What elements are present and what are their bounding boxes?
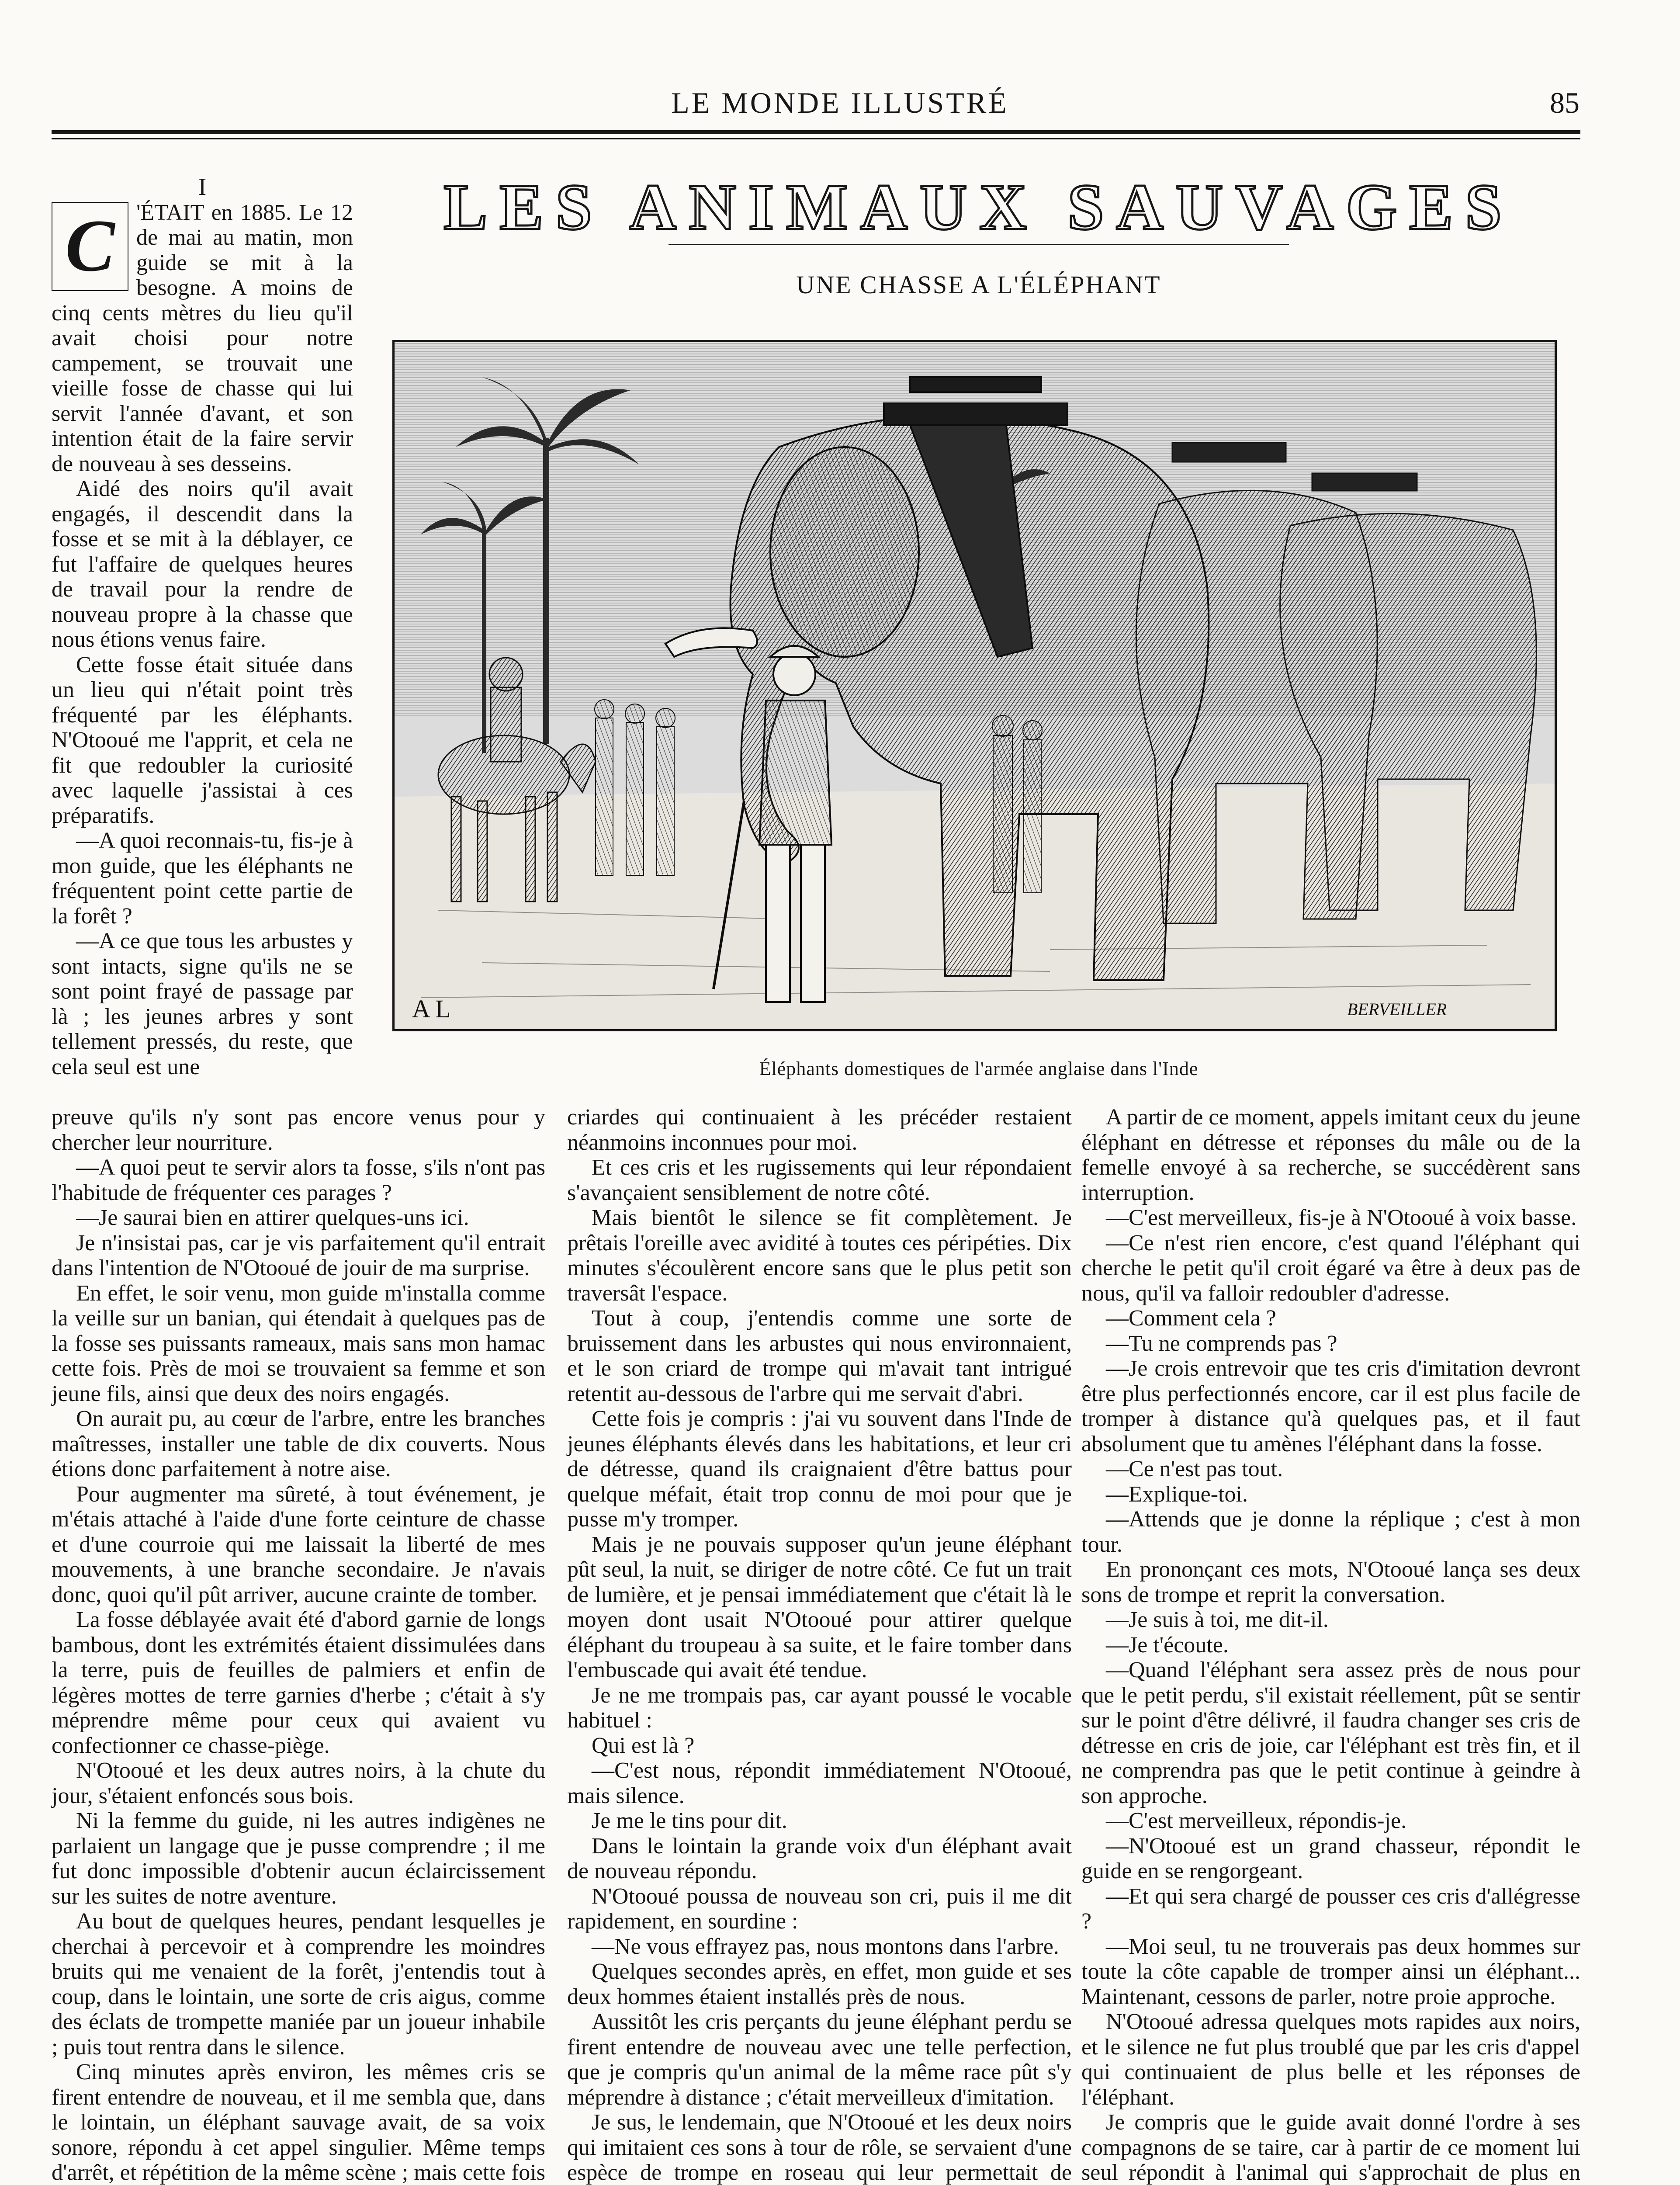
paragraph: Je compris que le guide avait donné l'ordre à ses compagnons de se taire, car à partir de ce moment lui seul répondit à l'animal qui s'approchait de plus en xyxy=(1081,2110,1580,2185)
paragraph: —Moi seul, tu ne trouverais pas deux hommes sur toute la côte capable de tromper ainsi un éléphant... Maintenant, cessons de parler, notre proie approche. xyxy=(1081,1934,1580,2009)
paragraph: Aidé des noirs qu'il avait engagés, il descendit dans la fosse et se mit à la déblayer, ce fut l'affaire de quelques heures de travail pour la rendre de nouveau propre à la chasse que nous étions venus faire. xyxy=(52,476,353,652)
paragraph: —Tu ne comprends pas ? xyxy=(1106,1331,1337,1356)
page-number: 85 xyxy=(1550,86,1580,119)
paragraph: —Je saurai bien en attirer quelques-uns ici. xyxy=(76,1205,469,1230)
paragraph: preuve qu'ils n'y sont pas encore venus pour y chercher leur nourriture. xyxy=(52,1105,545,1155)
paragraph: —C'est merveilleux, fis-je à N'Otooué à voix basse. xyxy=(1106,1205,1577,1230)
paragraph: Cette fosse était située dans un lieu qui n'était point très fréquenté par les éléphants. N'Otooué me l'apprit, et cela ne fit que redoubler la curiosité avec laquelle j'assistai à ces préparatifs. xyxy=(52,652,353,828)
column-2 xyxy=(567,1105,1072,2185)
paragraph: N'Otooué adressa quelques mots rapides aux noirs, et le silence ne fut plus troublé que par les cris d'appel qui continuaient de plus belle et les réponses de l'éléphant. xyxy=(1081,2009,1580,2110)
paragraph: N'Otooué poussa de nouveau son cri, puis il me dit rapidement, en sourdine : xyxy=(567,1883,1072,1934)
paragraph: —Attends que je donne la réplique ; c'est à mon tour. xyxy=(1081,1507,1580,1557)
paragraph: —Je crois entrevoir que tes cris d'imitation devront être plus perfectionnés encore, car il est plus facile de tromper à distance qu'à quelques pas, et il faut absolument que tu amènes l'éléphant dans la fosse. xyxy=(1081,1356,1580,1457)
header-rule-thick xyxy=(52,130,1580,134)
article-subtitle: UNE CHASSE A L'ÉLÉPHANT xyxy=(796,271,1161,299)
paragraph: A partir de ce moment, appels imitant ceux du jeune éléphant en détresse et réponses du mâle ou de la femelle envoyé à sa recherche, se succédèrent sans interruption. xyxy=(1081,1105,1580,1205)
column-1-upper xyxy=(52,175,353,1079)
paragraph: —Comment cela ? xyxy=(1106,1306,1276,1331)
engraving-illustration xyxy=(392,340,1557,1031)
paragraph: —C'est merveilleux, répondis-je. xyxy=(1106,1808,1407,1833)
paragraph: Pour augmenter ma sûreté, à tout événement, je m'étais attaché à l'aide d'une forte ceinture de chasse et d'une courroie qui me laissait la liberté de mes mouvements, à une branche secondaire. Je n'avais donc, quoi qu'il pût arriver, aucune crainte de tomber. xyxy=(52,1481,545,1607)
paragraph: —Explique-toi. xyxy=(1106,1481,1248,1507)
paragraph: criardes qui continuaient à les précéder restaient néanmoins inconnues pour moi. xyxy=(567,1105,1072,1155)
paragraph: —A ce que tous les arbustes y sont intacts, signe qu'ils ne se sont point frayé de passage par là ; les jeunes arbres y sont tellement pressés, du reste, que cela seul est une xyxy=(52,929,353,1079)
paragraph: Mais bientôt le silence se fit complètement. Je prêtais l'oreille avec avidité à toutes ces péripéties. Dix minutes s'écoulèrent encore sans que le plus petit son traversât l'espace. xyxy=(567,1205,1072,1306)
paragraph: 'ÉTAIT en 1885. Le 12 de mai au matin, mon guide se mit à la besogne. A moins de cinq cents mètres du lieu qu'il avait choisi pour notre campement, se trouvait une vieille fosse de chasse qui lui servit l'année d'avant, et son intention était de la faire servir de nouveau à ses desseins. xyxy=(52,200,353,476)
section-number: I xyxy=(198,173,207,201)
paragraph: Au bout de quelques heures, pendant lesquelles je cherchai à percevoir et à comprendre les moindres bruits qui me venaient de la forêt, j'entendis tout à coup, dans le lointain, une sorte de cris aigus, comme des éclats de trompette maniée par un joueur inhabile ; puis tout rentra dans le silence. xyxy=(52,1909,545,2060)
paragraph: Je sus, le lendemain, que N'Otooué et les deux noirs qui imitaient ces sons à tour de rôle, se servaient d'une espèce de trompe en roseau qui leur permettait de xyxy=(567,2110,1072,2185)
engraving-svg xyxy=(395,342,1555,1029)
paragraph: —Ce n'est rien encore, c'est quand l'éléphant qui cherche le petit qu'il croit égaré va être à deux pas de nous, qu'il va falloir redoubler d'adresse. xyxy=(1081,1230,1580,1306)
figure-caption: Éléphants domestiques de l'armée anglaise dans l'Inde xyxy=(759,1058,1199,1079)
paragraph: Dans le lointain la grande voix d'un éléphant avait de nouveau répondu. xyxy=(567,1833,1072,1883)
article-title: LES ANIMAUX SAUVAGES xyxy=(443,171,1514,243)
paragraph: Cette fois je compris : j'ai vu souvent dans l'Inde de jeunes éléphants élevés dans les habitations, et leur cri de détresse, quand ils craignaient d'être battus pour quelque méfait, était trop connu de moi pour que je pusse m'y tromper. xyxy=(567,1406,1072,1532)
paragraph: Je me le tins pour dit. xyxy=(592,1808,787,1833)
engraver-signature: BERVEILLER xyxy=(1347,999,1447,1019)
column-3 xyxy=(1081,1105,1580,2185)
paragraph: —Quand l'éléphant sera assez près de nous pour que le petit perdu, s'il existait réellement, pût se sentir sur le point d'être délivré, il faudra changer ses cris de détresse en cris de joie, car l'éléphant est très fin, et il ne comprendra pas que le petit continue à geindre à son approche. xyxy=(1081,1658,1580,1808)
paragraph: —N'Otooué est un grand chasseur, répondit le guide en se rengorgeant. xyxy=(1081,1833,1580,1883)
paragraph: —Je t'écoute. xyxy=(1106,1632,1229,1658)
paragraph: En effet, le soir venu, mon guide m'installa comme la veille sur un banian, qui étendait à quelques pas de la fosse ses puissants rameaux, mais sans mon hamac cette fois. Près de moi se trouvaient sa femme et son jeune fils, ainsi que deux des noirs engagés. xyxy=(52,1280,545,1406)
paragraph: —A quoi peut te servir alors ta fosse, s'ils n'ont pas l'habitude de fréquenter ces parages ? xyxy=(52,1155,545,1205)
paragraph: —C'est nous, répondit immédiatement N'Otooué, mais silence. xyxy=(567,1758,1072,1808)
title-divider xyxy=(669,244,1289,245)
paragraph: Et ces cris et les rugissements qui leur répondaient s'avançaient sensiblement de notre côté. xyxy=(567,1155,1072,1205)
artist-monogram: A L xyxy=(412,995,451,1023)
column-1-lower xyxy=(52,1105,545,2185)
paragraph: Mais je ne pouvais supposer qu'un jeune éléphant pût seul, la nuit, se diriger de notre côté. Ce fut un trait de lumière, et je pensai immédiatement que c'était là le moyen dont usait N'Otooué pour attirer quelque éléphant du troupeau à sa suite, et le faire tomber dans l'embuscade qui avait été tendue. xyxy=(567,1532,1072,1682)
drop-cap: C xyxy=(52,202,128,291)
paragraph: —Ce n'est pas tout. xyxy=(1106,1457,1283,1481)
running-header-title: LE MONDE ILLUSTRÉ xyxy=(671,86,1009,119)
paragraph: —A quoi reconnais-tu, fis-je à mon guide, que les éléphants ne fréquentent point cette partie de la forêt ? xyxy=(52,828,353,929)
paragraph: Quelques secondes après, en effet, mon guide et ses deux hommes étaient installés près de nous. xyxy=(567,1959,1072,2009)
paragraph: Je ne me trompais pas, car ayant poussé le vocable habituel : xyxy=(567,1682,1072,1733)
paragraph: Je n'insistai pas, car je vis parfaitement qu'il entrait dans l'intention de N'Otooué de jouir de ma surprise. xyxy=(52,1230,545,1280)
paragraph: La fosse déblayée avait été d'abord garnie de longs bambous, dont les extrémités étaient dissimulées dans la terre, puis de feuilles de palmiers et enfin de légères mottes de terre garnies d'herbe ; c'était à s'y méprendre même pour ceux qui avaient vu confectionner ce chasse-piège. xyxy=(52,1607,545,1758)
paragraph: —Je suis à toi, me dit-il. xyxy=(1106,1607,1329,1632)
paragraph: N'Otooué et les deux autres noirs, à la chute du jour, s'étaient enfoncés sous bois. xyxy=(52,1758,545,1808)
header-rule-thin xyxy=(52,138,1580,139)
paragraph: Cinq minutes après environ, les mêmes cris se firent entendre de nouveau, et il me sembla que, dans le lointain, un éléphant sauvage avait, de sa voix sonore, répondu à cet appel singulier. Même temps d'arrêt, et répétition de la même scène ; mais cette fois xyxy=(52,2060,545,2185)
paragraph: On aurait pu, au cœur de l'arbre, entre les branches maîtresses, installer une table de dix couverts. Nous étions donc parfaitement à notre aise. xyxy=(52,1406,545,1481)
paragraph: —Et qui sera chargé de pousser ces cris d'allégresse ? xyxy=(1081,1883,1580,1934)
paragraph: Aussitôt les cris perçants du jeune éléphant perdu se firent entendre de nouveau avec une telle perfection, que je compris qu'un animal de la même race pût s'y méprendre à distance ; c'était merveilleux d'imitation. xyxy=(567,2009,1072,2110)
paragraph: —Ne vous effrayez pas, nous montons dans l'arbre. xyxy=(592,1934,1059,1959)
paragraph: Ni la femme du guide, ni les autres indigènes ne parlaient un langage que je pusse comprendre ; il me fut donc impossible d'obtenir aucun éclaircissement sur les suites de notre aventure. xyxy=(52,1808,545,1909)
paragraph: Qui est là ? xyxy=(592,1733,695,1758)
paragraph: Tout à coup, j'entendis comme une sorte de bruissement dans les arbustes qui nous environnaient, et le son criard de trompe qui m'avait tant intrigué retentit au-dessous de l'arbre qui me servait d'abri. xyxy=(567,1306,1072,1406)
paragraph: En prononçant ces mots, N'Otooué lança ses deux sons de trompe et reprit la conversation. xyxy=(1081,1557,1580,1607)
